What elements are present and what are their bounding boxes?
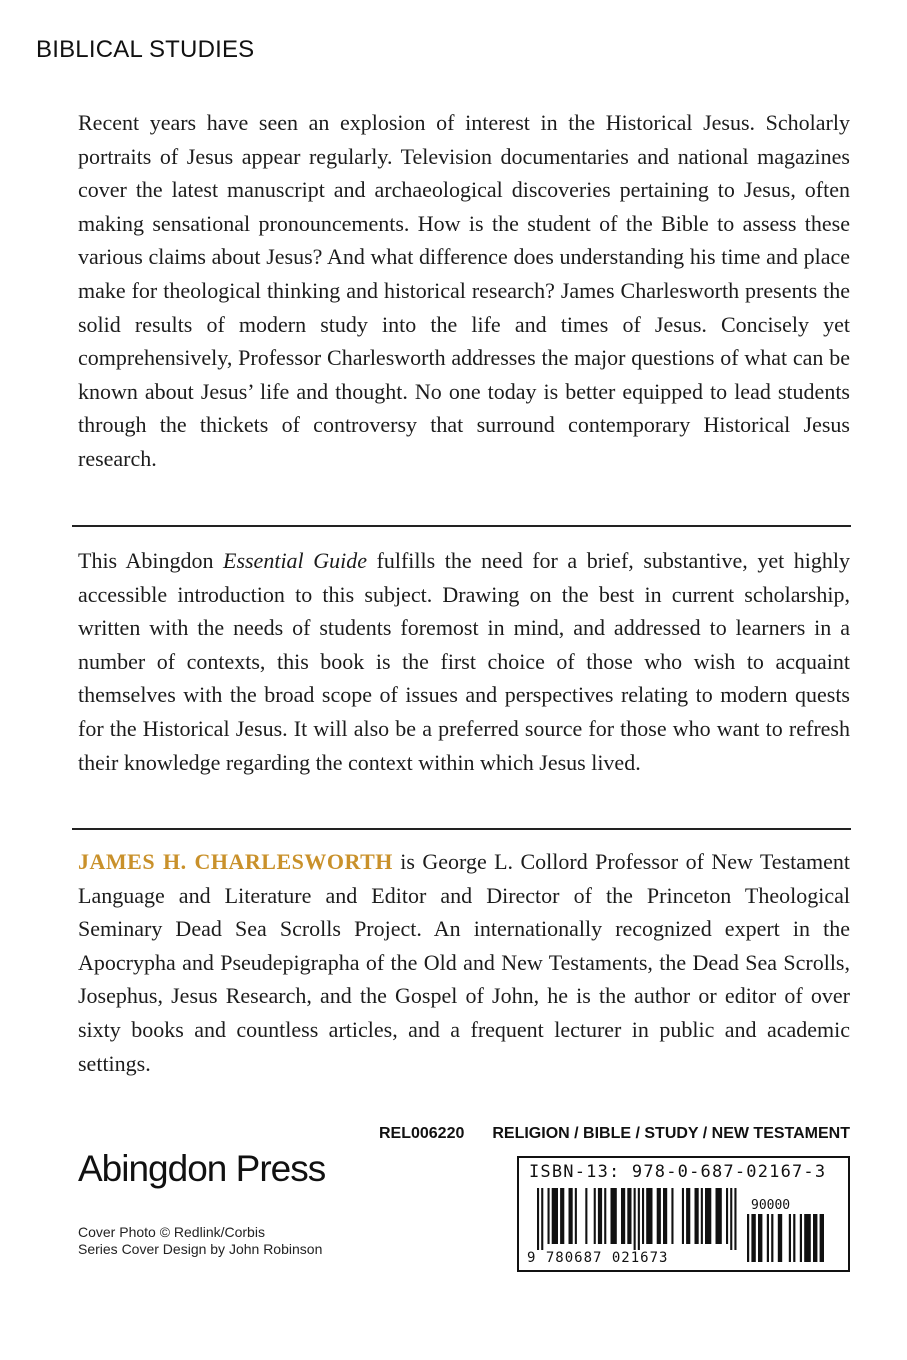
description-paragraph-2 xyxy=(78,544,850,779)
ean-digits: 9 780687 021673 xyxy=(527,1250,669,1266)
p2-text-start: This Abingdon xyxy=(78,548,223,573)
series-category: BIBLICAL STUDIES xyxy=(36,36,255,63)
series-name: Essential Guide xyxy=(223,548,367,573)
description-paragraph-1: Recent years have seen an explosion of interest in the Historical Jesus. Scholarly portraits of Jesus appear regularly. Television documentaries and national magazines cover the latest manuscript and archaeological discoveries pertaining to Jesus, often making sensational pronouncements. How is the student of the Bible to assess these various claims about Jesus? And what difference does understanding his time and place make for theological thinking and historical research? James Charlesworth presents the solid results of modern study into the life and times of Jesus. Concisely yet comprehensively, Professor Charlesworth addresses the major questions of what can be known about Jesus’ life and thought. No one today is better equipped to lead students through the thickets of controversy that surround contemporary Historical Jesus research. xyxy=(78,110,850,471)
isbn-text: ISBN-13: 978-0-687-02167-3 xyxy=(529,1162,827,1182)
barcode-box xyxy=(517,1156,850,1272)
p2-text-end: fulfills the need for a brief, substantive, yet highly accessible introduction to this subject. Drawing on the best in current scholarship, written with the needs of students foremost in mind, and addressed to learners in a number of contexts, this book is the first choice of those who wish to acquaint themselves with the broad scope of issues and perspectives relating to modern quests for the Historical Jesus. It will also be a preferred source for those who want to refresh their knowledge regarding the context within which Jesus lived. xyxy=(78,548,851,775)
publisher-logo: Abingdon Press xyxy=(78,1148,326,1189)
author-bio xyxy=(78,845,850,1080)
design-credit: Series Cover Design by John Robinson xyxy=(78,1241,323,1257)
author-name: JAMES H. CHARLESWORTH xyxy=(78,849,393,874)
price-code: 90000 xyxy=(751,1198,791,1213)
divider-rule xyxy=(72,828,851,830)
author-bio-text: is George L. Collord Professor of New Testament Language and Literature and Editor and Director of the Princeton Theological Seminary Dead Sea Scrolls Project. An internationally recognized expert in the Apocrypha and Pseudepigrapha of the Old and New Testaments, the Dead Sea Scrolls, Josephus, Jesus Research, and the Gospel of John, he is the author or editor of over sixty books and countless articles, and a frequent lecturer in public and academic settings. xyxy=(78,849,850,1076)
ean-barcode-icon xyxy=(537,1188,737,1252)
credits xyxy=(78,1224,322,1258)
addon-barcode-icon xyxy=(747,1214,839,1264)
category-codes xyxy=(379,1125,850,1143)
divider-rule xyxy=(72,525,851,527)
cover-photo-credit: Cover Photo © Redlink/Corbis xyxy=(78,1224,265,1240)
bisac-code: REL006220 xyxy=(378,1125,465,1142)
subject-heading: RELIGION / BIBLE / STUDY / NEW TESTAMENT xyxy=(492,1125,850,1142)
